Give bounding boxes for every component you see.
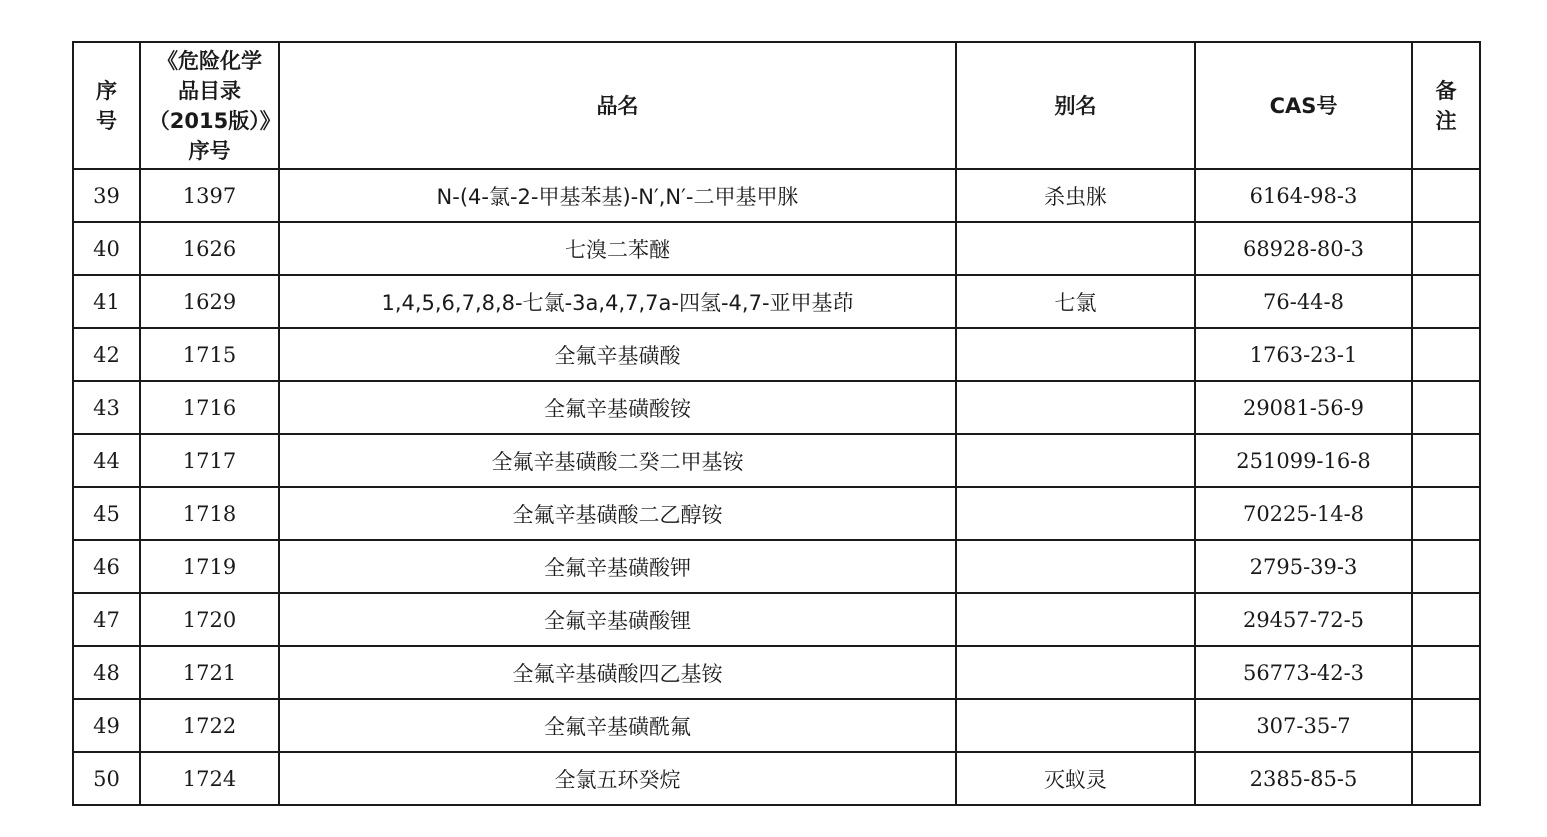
cell-note (1412, 381, 1480, 434)
cell-catalog-seq: 1717 (140, 434, 279, 487)
cell-seq: 45 (73, 487, 140, 540)
cell-note (1412, 222, 1480, 275)
cell-alias: 灭蚁灵 (956, 752, 1195, 805)
cell-catalog-seq: 1718 (140, 487, 279, 540)
header-seq: 序号 (73, 42, 140, 169)
cell-name: 七溴二苯醚 (279, 222, 956, 275)
cell-catalog-seq: 1715 (140, 328, 279, 381)
cell-catalog-seq: 1626 (140, 222, 279, 275)
header-name: 品名 (279, 42, 956, 169)
cell-cas: 29081-56-9 (1195, 381, 1412, 434)
cell-note (1412, 275, 1480, 328)
header-cas: CAS号 (1195, 42, 1412, 169)
cell-seq: 42 (73, 328, 140, 381)
cell-alias (956, 328, 1195, 381)
cell-note (1412, 487, 1480, 540)
cell-note (1412, 434, 1480, 487)
cell-note (1412, 540, 1480, 593)
cell-cas: 76-44-8 (1195, 275, 1412, 328)
cell-seq: 46 (73, 540, 140, 593)
cell-name: 全氟辛基磺酰氟 (279, 699, 956, 752)
cell-name: 全氟辛基磺酸二乙醇铵 (279, 487, 956, 540)
table-row (73, 752, 1480, 805)
cell-cas: 2385-85-5 (1195, 752, 1412, 805)
cell-note (1412, 699, 1480, 752)
cell-alias (956, 222, 1195, 275)
cell-cas: 1763-23-1 (1195, 328, 1412, 381)
cell-alias (956, 593, 1195, 646)
table-row (73, 381, 1480, 434)
header-note: 备注 (1412, 42, 1480, 169)
cell-note (1412, 328, 1480, 381)
cell-note (1412, 752, 1480, 805)
cell-cas: 70225-14-8 (1195, 487, 1412, 540)
cell-cas: 251099-16-8 (1195, 434, 1412, 487)
cell-catalog-seq: 1397 (140, 169, 279, 222)
cell-cas: 307-35-7 (1195, 699, 1412, 752)
cell-name: 全氟辛基磺酸铵 (279, 381, 956, 434)
cell-seq: 47 (73, 593, 140, 646)
cell-cas: 56773-42-3 (1195, 646, 1412, 699)
table-row (73, 646, 1480, 699)
cell-alias (956, 699, 1195, 752)
cell-alias (956, 381, 1195, 434)
header-alias: 别名 (956, 42, 1195, 169)
cell-note (1412, 646, 1480, 699)
cell-name: N-(4-氯-2-甲基苯基)-N′,N′-二甲基甲脒 (279, 169, 956, 222)
cell-name: 1,4,5,6,7,8,8-七氯-3a,4,7,7a-四氢-4,7-亚甲基茚 (279, 275, 956, 328)
cell-seq: 44 (73, 434, 140, 487)
cell-cas: 29457-72-5 (1195, 593, 1412, 646)
cell-alias: 杀虫脒 (956, 169, 1195, 222)
table-row (73, 328, 1480, 381)
cell-catalog-seq: 1721 (140, 646, 279, 699)
cell-alias (956, 646, 1195, 699)
table-row (73, 434, 1480, 487)
cell-seq: 49 (73, 699, 140, 752)
cell-name: 全氟辛基磺酸二癸二甲基铵 (279, 434, 956, 487)
cell-alias (956, 434, 1195, 487)
cell-seq: 41 (73, 275, 140, 328)
cell-note (1412, 169, 1480, 222)
cell-catalog-seq: 1720 (140, 593, 279, 646)
cell-cas: 68928-80-3 (1195, 222, 1412, 275)
cell-note (1412, 593, 1480, 646)
cell-seq: 40 (73, 222, 140, 275)
table-row (73, 487, 1480, 540)
cell-seq: 50 (73, 752, 140, 805)
cell-name: 全氟辛基磺酸锂 (279, 593, 956, 646)
cell-catalog-seq: 1724 (140, 752, 279, 805)
cell-seq: 48 (73, 646, 140, 699)
cell-name: 全氟辛基磺酸四乙基铵 (279, 646, 956, 699)
cell-cas: 6164-98-3 (1195, 169, 1412, 222)
table-row (73, 222, 1480, 275)
cell-catalog-seq: 1719 (140, 540, 279, 593)
cell-cas: 2795-39-3 (1195, 540, 1412, 593)
table-row (73, 275, 1480, 328)
cell-seq: 43 (73, 381, 140, 434)
table-header-row (73, 42, 1480, 169)
cell-alias (956, 487, 1195, 540)
header-catalog-seq: 《危险化学品目录（2015版）》序号 (140, 42, 279, 169)
cell-name: 全氯五环癸烷 (279, 752, 956, 805)
table-row (73, 540, 1480, 593)
cell-name: 全氟辛基磺酸钾 (279, 540, 956, 593)
table-row (73, 593, 1480, 646)
hazardous-chemicals-table (72, 41, 1481, 806)
table-row (73, 169, 1480, 222)
cell-catalog-seq: 1716 (140, 381, 279, 434)
cell-name: 全氟辛基磺酸 (279, 328, 956, 381)
cell-alias (956, 540, 1195, 593)
cell-alias: 七氯 (956, 275, 1195, 328)
table-row (73, 699, 1480, 752)
cell-catalog-seq: 1722 (140, 699, 279, 752)
cell-catalog-seq: 1629 (140, 275, 279, 328)
cell-seq: 39 (73, 169, 140, 222)
